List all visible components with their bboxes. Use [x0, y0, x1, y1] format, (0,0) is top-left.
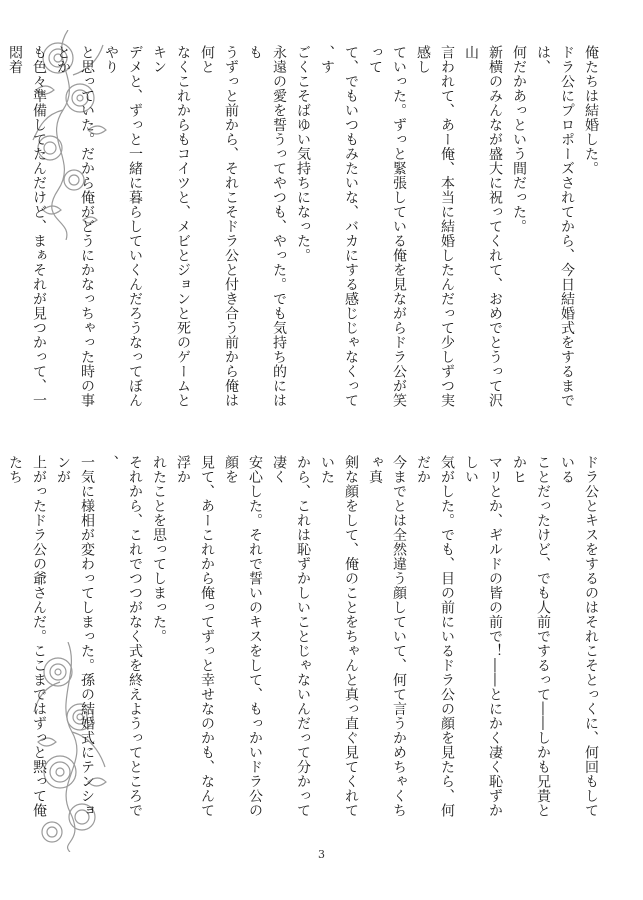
text-line: 何だかあっという間だった。: [511, 45, 527, 234]
page-number: 3: [318, 848, 325, 861]
text-line: 一気に様相が変わってしまった。孫の結婚式にテンションが: [55, 455, 95, 818]
text-line: うずっと前から、それこそドラ公と付き合う前から俺は何と: [199, 45, 239, 408]
text-line: マリとか、ギルドの皆の前で！――とにかく凄く恥ずかしい: [463, 455, 503, 818]
upper-text-block: [7, 45, 603, 415]
text-line: 剣な顔をして、俺のことをちゃんと真っ直ぐ見てくれていた: [319, 455, 359, 818]
text-line: [0, 455, 3, 830]
text-line: 言われて、あー俺、本当に結婚したんだって少しずつ実感し: [415, 45, 455, 408]
text-line: て、でもいつもみたいな、バカにする感じじゃなくって、す: [319, 45, 359, 408]
text-line: 今までとは全然違う顔していて、何て言うかめちゃくちゃ真: [367, 455, 407, 818]
text-line: ことだったけど、でも人前でするって――しかも兄貴とかヒ: [511, 455, 551, 818]
text-line: なくこれからもコイツと、メビとジョンと死のゲームとキン: [151, 45, 191, 408]
text-line: も色々準備してたんだけど、まぁそれが見つかって、一悶着: [7, 45, 47, 408]
text-line: デメと、ずっと一緒に暮らしていくんだろうなってぼんやり: [103, 45, 143, 408]
text-line: れたことを思ってしまった。: [151, 455, 167, 644]
text-line: 上がったドラ公の爺さんだ。ここまではずっと黙って俺たち: [7, 455, 47, 818]
text-line: 安心した。それで誓いのキスをして、もっかいドラ公の顔を: [223, 455, 263, 818]
text-line: ごくこそばゆい気持ちになった。: [295, 45, 311, 263]
text-line: と思っていた。だから俺がどうにかなっちゃった時の事とか: [55, 45, 95, 408]
text-line: ドラ公とキスをするのはそれこそとっくに、何回もしている: [559, 455, 599, 818]
lower-text-block: [7, 455, 603, 830]
text-line: 永遠の愛を誓うってやつも、やった。でも気持ち的にはも: [247, 45, 287, 408]
text-line: 見て、あーこれから俺ってずっと幸せなのかも、なんて浮か: [175, 455, 215, 818]
text-line: から、これは恥ずかしいことじゃないんだって分かって凄く: [271, 455, 311, 818]
text-line: それから、これでつつがなく式を終えようってところで、: [103, 455, 143, 818]
text-line: ていった。ずっと緊張している俺を見ながらドラ公が笑って: [367, 45, 407, 408]
text-line: 新横のみんなが盛大に祝ってくれて、おめでとうって沢山: [463, 45, 503, 408]
text-line: [0, 45, 3, 415]
text-line: 俺たちは結婚した。: [583, 45, 599, 176]
text-line: ドラ公にプロポーズされてから、今日結婚式をするまでは、: [535, 45, 575, 408]
text-line: 気がした。でも、目の前にいるドラ公の顔を見たら、何だか: [415, 455, 455, 818]
